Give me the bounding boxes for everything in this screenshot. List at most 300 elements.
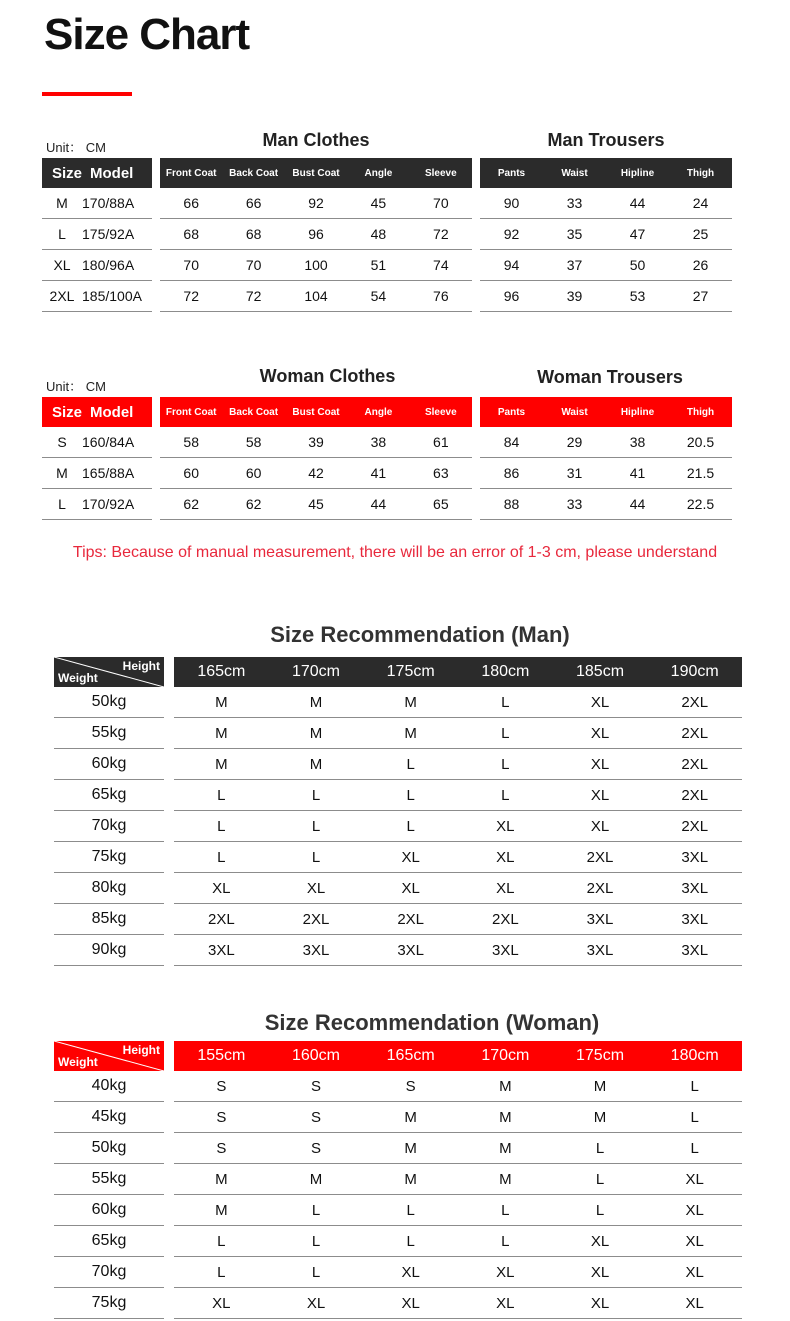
table-row [42, 281, 152, 312]
table-row [480, 427, 732, 458]
size-cell: M [215, 755, 228, 773]
size-cell: L [217, 1232, 226, 1250]
weight-cell: 75kg [91, 848, 127, 865]
measure-cell: 21.5 [686, 465, 715, 481]
measure-cell: 37 [566, 257, 583, 273]
column-header: Thigh [686, 167, 715, 179]
column-header: Pants [497, 167, 526, 179]
table-row [174, 873, 742, 904]
woman-clothes-header [160, 397, 472, 427]
size-cell: S [216, 1108, 227, 1126]
weight-row [54, 718, 164, 749]
table-row [174, 1195, 742, 1226]
size-cell: M [499, 1170, 512, 1188]
measure-cell: 70 [433, 195, 449, 211]
weight-cell: 65kg [91, 1232, 127, 1249]
corner-height-label: Height [122, 659, 160, 673]
table-row [160, 427, 472, 458]
measure-cell: 41 [629, 465, 646, 481]
rec-man-table [174, 657, 742, 966]
size-cell: 3XL [586, 941, 614, 959]
size-cell: S [57, 434, 67, 450]
measure-cell: 45 [370, 195, 387, 211]
woman-size-header [42, 397, 152, 427]
height-weight-corner [54, 1041, 164, 1071]
model-cell: 165/88A [82, 465, 135, 481]
size-cell: 3XL [207, 941, 235, 959]
weight-cell: 50kg [91, 693, 127, 710]
man-size-table [42, 158, 152, 312]
table-row [42, 188, 152, 219]
measure-cell: 68 [183, 226, 199, 242]
size-cell: L [406, 755, 415, 773]
size-cell: 3XL [681, 848, 709, 866]
weight-row [54, 935, 164, 966]
size-cell: XL [590, 693, 610, 711]
man-trousers-table [480, 158, 732, 312]
measure-cell: 44 [629, 195, 646, 211]
weight-row [54, 811, 164, 842]
size-cell: M [215, 724, 228, 742]
measure-cell: 61 [433, 434, 449, 450]
weight-row [54, 1164, 164, 1195]
size-cell: XL [590, 755, 610, 773]
weight-row [54, 1257, 164, 1288]
size-cell: L [217, 848, 226, 866]
size-cell: XL [496, 817, 515, 835]
column-header: Back Coat [229, 406, 279, 418]
column-header: Back Coat [229, 167, 279, 179]
weight-cell: 75kg [91, 1294, 127, 1311]
table-row [174, 1226, 742, 1257]
size-cell: 2XL [681, 755, 709, 773]
size-cell: M [309, 755, 323, 773]
size-cell: XL [685, 1170, 704, 1188]
model-cell: 160/84A [82, 434, 135, 450]
size-cell: L [406, 817, 415, 835]
table-row [42, 489, 152, 520]
measure-cell: 50 [629, 257, 646, 273]
man-unit-label: Unit： CM [46, 140, 106, 155]
rec-woman-table [174, 1041, 742, 1319]
measure-cell: 47 [629, 226, 646, 242]
height-header-cell: 165cm [197, 663, 246, 680]
woman-clothes-title: Woman Clothes [259, 366, 396, 386]
size-cell: M [309, 693, 323, 711]
man-trousers-header [480, 158, 732, 188]
size-cell: 2XL [586, 879, 614, 897]
measure-cell: 22.5 [686, 496, 715, 512]
size-cell: S [311, 1108, 322, 1126]
table-row [160, 188, 472, 219]
height-weight-corner [54, 657, 164, 687]
size-cell: M [215, 1201, 228, 1219]
size-cell: L [311, 848, 321, 866]
size-cell: 2XL [681, 693, 709, 711]
measure-cell: 104 [304, 288, 328, 304]
table-row [160, 458, 472, 489]
measure-cell: 60 [183, 465, 199, 481]
size-cell: L [311, 817, 321, 835]
model-cell: 185/100A [82, 288, 142, 304]
weight-cell: 60kg [91, 1201, 127, 1218]
woman-trousers-title: Woman Trousers [537, 367, 683, 387]
size-cell: XL [496, 879, 515, 897]
size-cell: M [309, 724, 323, 742]
table-row [42, 458, 152, 489]
measure-cell: 44 [370, 496, 387, 512]
size-cell: XL [212, 1294, 231, 1312]
measure-cell: 29 [566, 434, 583, 450]
woman-size-table [42, 397, 152, 520]
measure-cell: 88 [503, 496, 520, 512]
size-cell: L [595, 1139, 605, 1157]
column-header: Angle [364, 167, 393, 179]
size-cell: L [501, 755, 510, 773]
measure-cell: 96 [503, 288, 520, 304]
size-cell: XL [306, 879, 326, 897]
measure-cell: 70 [245, 257, 262, 273]
table-row [174, 780, 742, 811]
table-row [174, 1102, 742, 1133]
measure-cell: 42 [308, 465, 324, 481]
weight-cell: 60kg [91, 755, 127, 772]
size-cell: M [499, 1077, 512, 1095]
size-cell: M [404, 724, 417, 742]
measure-cell: 33 [566, 496, 583, 512]
weight-row [54, 1226, 164, 1257]
model-cell: 170/88A [82, 195, 135, 211]
size-cell: XL [306, 1294, 326, 1312]
man-clothes-header [160, 158, 472, 188]
rec-woman-title: Size Recommendation (Woman) [264, 1010, 600, 1035]
rec-man-title: Size Recommendation (Man) [270, 622, 570, 647]
title-underline [42, 92, 132, 96]
table-row [480, 458, 732, 489]
size-cell: L [311, 1263, 321, 1281]
size-cell: 2XL [49, 288, 75, 304]
size-cell: 2XL [302, 910, 330, 928]
measure-cell: 38 [629, 434, 646, 450]
table-row [160, 219, 472, 250]
size-cell: L [690, 1077, 699, 1095]
weight-row [54, 1071, 164, 1102]
size-cell: 2XL [397, 910, 425, 928]
weight-cell: 40kg [91, 1077, 127, 1094]
table-row [174, 1257, 742, 1288]
height-header-cell: 155cm [197, 1047, 246, 1064]
woman-unit-label: Unit： CM [46, 379, 106, 394]
weight-row [54, 687, 164, 718]
measure-cell: 26 [692, 257, 709, 273]
measure-cell: 60 [245, 465, 262, 481]
table-row [42, 427, 152, 458]
size-cell: M [404, 1170, 417, 1188]
size-cell: XL [590, 817, 610, 835]
man-size-header [42, 158, 152, 188]
size-cell: L [406, 1232, 415, 1250]
size-cell: L [217, 786, 226, 804]
size-cell: L [690, 1139, 699, 1157]
weight-row [54, 1133, 164, 1164]
measure-cell: 92 [503, 226, 520, 242]
size-cell: M [404, 693, 417, 711]
weight-row [54, 1102, 164, 1133]
size-cell: M [56, 465, 68, 481]
woman-trousers-header [480, 397, 732, 427]
measure-cell: 44 [629, 496, 646, 512]
size-cell: M [56, 195, 68, 211]
size-cell: S [216, 1077, 227, 1095]
size-cell: XL [496, 1294, 515, 1312]
weight-cell: 55kg [91, 1170, 127, 1187]
size-cell: L [501, 1232, 510, 1250]
measure-cell: 41 [370, 465, 387, 481]
table-row [174, 935, 742, 966]
size-cell: 3XL [681, 879, 709, 897]
table-row [480, 188, 732, 219]
size-cell: XL [590, 1263, 610, 1281]
size-cell: 2XL [681, 817, 709, 835]
woman-trousers-table [480, 397, 732, 520]
weight-cell: 45kg [91, 1108, 127, 1125]
rec-man-weight-column [54, 657, 164, 966]
measure-cell: 27 [692, 288, 709, 304]
size-cell: 3XL [681, 941, 709, 959]
size-cell: XL [590, 1232, 610, 1250]
column-header: Hipline [620, 406, 655, 418]
column-header: Waist [561, 406, 588, 418]
weight-row [54, 873, 164, 904]
measure-cell: 45 [308, 496, 324, 512]
size-cell: 2XL [207, 910, 235, 928]
man-trousers-title: Man Trousers [547, 130, 665, 150]
size-cell: XL [685, 1232, 704, 1250]
table-row [160, 250, 472, 281]
measure-cell: 35 [566, 226, 583, 242]
size-cell: 2XL [586, 848, 614, 866]
size-cell: L [311, 786, 321, 804]
size-cell: XL [401, 1294, 420, 1312]
height-header-cell: 175cm [576, 1047, 625, 1064]
weight-row [54, 842, 164, 873]
column-header: Front Coat [165, 406, 217, 418]
height-header-cell: 185cm [576, 663, 625, 680]
size-cell: 3XL [681, 910, 709, 928]
table-row [174, 718, 742, 749]
table-row [174, 1071, 742, 1102]
size-cell: XL [212, 879, 231, 897]
size-cell: 2XL [681, 786, 709, 804]
corner-weight-label: Weight [58, 671, 98, 685]
measure-cell: 94 [503, 257, 520, 273]
size-cell: XL [496, 848, 515, 866]
column-header: Angle [364, 406, 393, 418]
weight-row [54, 904, 164, 935]
woman-clothes-table [160, 397, 472, 520]
height-header-cell: 165cm [386, 1047, 435, 1064]
weight-row [54, 780, 164, 811]
measure-cell: 62 [245, 496, 262, 512]
weight-row [54, 1288, 164, 1319]
size-cell: XL [401, 879, 420, 897]
column-header: Waist [561, 167, 588, 179]
size-cell: 3XL [492, 941, 519, 959]
table-row [160, 489, 472, 520]
height-header-cell: 175cm [386, 663, 435, 680]
size-cell: XL [496, 1263, 515, 1281]
size-cell: XL [401, 848, 420, 866]
measure-cell: 53 [629, 288, 646, 304]
size-header-label: Size [52, 164, 83, 182]
height-header-cell: 180cm [670, 1047, 719, 1064]
table-row [480, 250, 732, 281]
size-cell: L [58, 496, 66, 512]
measure-cell: 24 [692, 195, 709, 211]
measure-cell: 100 [304, 257, 328, 273]
size-cell: L [311, 1232, 321, 1250]
column-header: Bust Coat [292, 406, 340, 418]
weight-cell: 50kg [91, 1139, 127, 1156]
weight-cell: 85kg [91, 910, 127, 927]
measure-cell: 76 [433, 288, 449, 304]
weight-cell: 70kg [91, 817, 127, 834]
measurement-tips: Tips: Because of manual measurement, there will be an error of 1-3 cm, please understand [72, 544, 718, 561]
size-cell: 2XL [492, 910, 519, 928]
measure-cell: 54 [370, 288, 387, 304]
size-cell: S [405, 1077, 416, 1095]
table-row [174, 1164, 742, 1195]
rec-man-header [174, 657, 742, 687]
size-cell: L [595, 1170, 605, 1188]
measure-cell: 58 [245, 434, 262, 450]
measure-cell: 96 [308, 226, 324, 242]
measure-cell: 33 [566, 195, 583, 211]
height-header-cell: 190cm [670, 663, 719, 680]
size-cell: 2XL [681, 724, 709, 742]
rec-woman-header [174, 1041, 742, 1071]
size-cell: XL [685, 1294, 704, 1312]
size-cell: M [404, 1139, 417, 1157]
size-cell: M [499, 1139, 512, 1157]
height-header-cell: 170cm [291, 663, 341, 680]
measure-cell: 20.5 [686, 434, 715, 450]
weight-cell: 55kg [91, 724, 127, 741]
table-row [480, 219, 732, 250]
corner-height-label: Height [122, 1043, 160, 1057]
size-cell: L [58, 226, 66, 242]
weight-cell: 70kg [91, 1263, 127, 1280]
weight-row [54, 1195, 164, 1226]
height-header-cell: 170cm [481, 1047, 530, 1064]
table-row [174, 1133, 742, 1164]
size-cell: 3XL [586, 910, 614, 928]
measure-cell: 92 [308, 195, 324, 211]
size-cell: M [215, 1170, 228, 1188]
measure-cell: 63 [433, 465, 449, 481]
rec-woman-weight-column [54, 1041, 164, 1319]
measure-cell: 39 [308, 434, 324, 450]
measure-cell: 72 [245, 288, 262, 304]
weight-cell: 65kg [91, 786, 127, 803]
measure-cell: 74 [433, 257, 449, 273]
size-cell: 3XL [397, 941, 425, 959]
size-cell: M [593, 1077, 607, 1095]
model-header-label: Model [90, 403, 134, 421]
size-cell: XL [590, 724, 610, 742]
table-row [480, 489, 732, 520]
page-title: Size Chart [44, 10, 250, 59]
table-row [160, 281, 472, 312]
size-cell: XL [401, 1263, 420, 1281]
size-cell: L [406, 1201, 415, 1219]
size-cell: S [216, 1139, 227, 1157]
size-cell: M [309, 1170, 323, 1188]
size-cell: 3XL [302, 941, 330, 959]
size-cell: S [311, 1139, 322, 1157]
weight-row [54, 749, 164, 780]
column-header: Hipline [620, 167, 655, 179]
size-cell: L [501, 693, 510, 711]
man-clothes-table [160, 158, 472, 312]
size-cell: XL [590, 1294, 610, 1312]
model-cell: 175/92A [82, 226, 135, 242]
table-row [174, 1288, 742, 1319]
size-cell: L [217, 1263, 226, 1281]
measure-cell: 51 [370, 257, 387, 273]
corner-weight-label: Weight [58, 1055, 98, 1069]
size-cell: L [311, 1201, 321, 1219]
size-cell: L [595, 1201, 605, 1219]
measure-cell: 66 [183, 195, 199, 211]
size-cell: M [215, 693, 228, 711]
column-header: Pants [497, 406, 526, 418]
column-header: Thigh [686, 406, 715, 418]
table-row [42, 250, 152, 281]
measure-cell: 65 [433, 496, 449, 512]
measure-cell: 38 [370, 434, 387, 450]
size-cell: XL [590, 786, 610, 804]
table-row [480, 281, 732, 312]
measure-cell: 68 [245, 226, 262, 242]
weight-cell: 90kg [91, 941, 127, 958]
model-cell: 170/92A [82, 496, 135, 512]
column-header: Bust Coat [292, 167, 340, 179]
measure-cell: 90 [503, 195, 520, 211]
size-header-label: Size [52, 403, 83, 421]
column-header: Sleeve [424, 167, 457, 179]
table-row [174, 842, 742, 873]
table-row [174, 811, 742, 842]
size-cell: XL [685, 1263, 704, 1281]
size-cell: L [690, 1108, 699, 1126]
model-cell: 180/96A [82, 257, 135, 273]
size-cell: XL [685, 1201, 704, 1219]
size-cell: M [404, 1108, 417, 1126]
measure-cell: 62 [183, 496, 199, 512]
measure-cell: 25 [692, 226, 709, 242]
measure-cell: 72 [183, 288, 199, 304]
measure-cell: 48 [370, 226, 387, 242]
size-cell: XL [53, 257, 71, 273]
column-header: Sleeve [424, 406, 457, 418]
size-cell: L [501, 1201, 510, 1219]
measure-cell: 66 [245, 195, 262, 211]
table-row [174, 749, 742, 780]
man-clothes-title: Man Clothes [262, 130, 370, 150]
measure-cell: 84 [503, 434, 520, 450]
measure-cell: 39 [566, 288, 583, 304]
